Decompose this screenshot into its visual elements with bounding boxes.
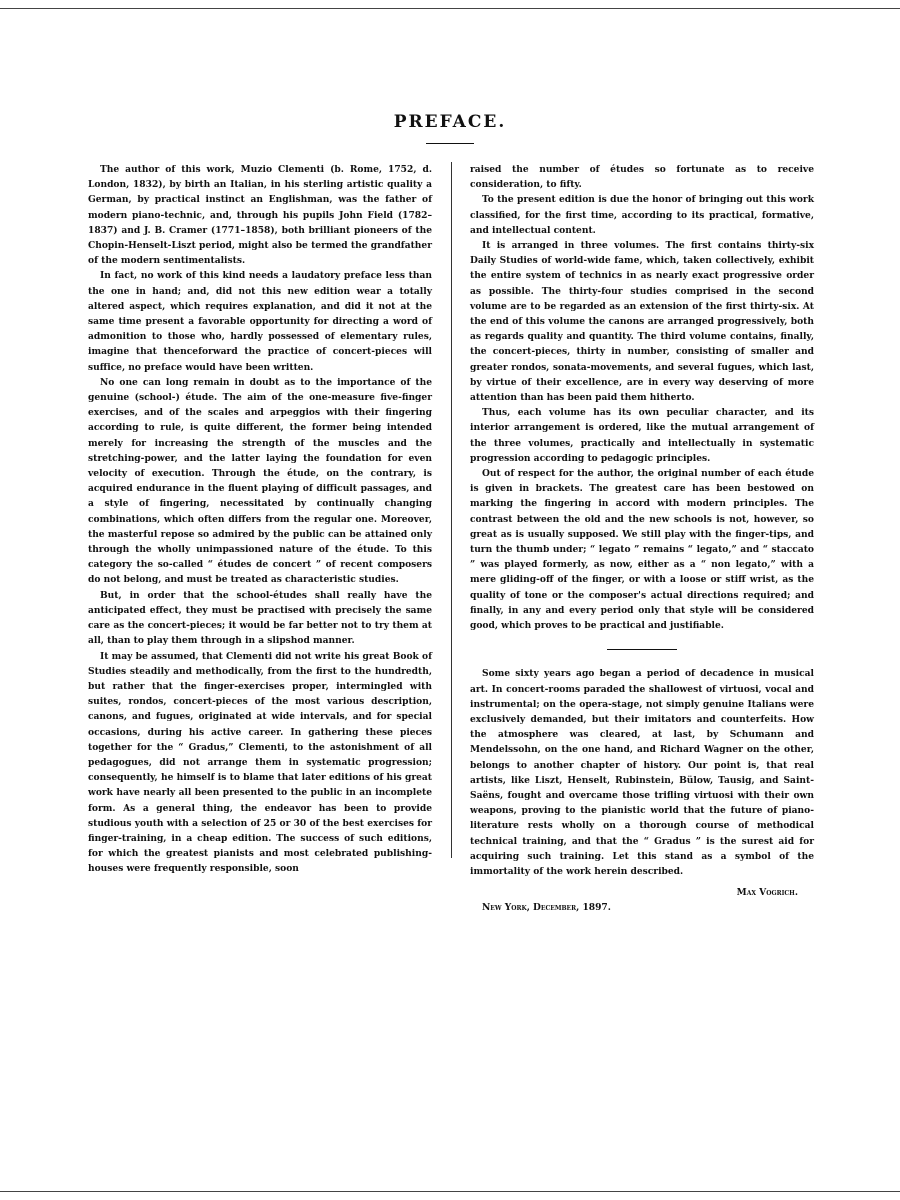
paragraph-present-edition: To the present edition is due the honor of bringing out this work classified, for the first time, according to its practical, formative, and intellectual content. [470, 194, 814, 236]
paragraph-practice-care: But, in order that the school-études shall really have the anticipated effect, they must be practised with precisely the same care as the concert-pieces; it would be far better not to try them at all, than to play them through in a slipshod manner. [88, 589, 432, 647]
title-underline [426, 143, 474, 144]
left-column [88, 162, 432, 877]
author-signature: Max Vogrich. [736, 887, 798, 899]
page-top-edge [0, 8, 900, 9]
paragraph-book-of-studies: It may be assumed, that Clementi did not write his great Book of Studies steadily and methodically, from the first to the hundredth, but rather that the finger-exercises proper, intermingled with suites, rondos, concert-pieces of the most various description, canons, and fugues, originated at wide intervals, and for special occasions, during his active career. In gathering these pieces together for the “ Gradus,” Clementi, to the astonishment of all pedagogues, did not arrange them in systematic progression; consequently, he himself is to blame that later editions of his great work have nearly all been presented to the public in an incomplete form. As a general thing, the endeavor has been to provide studious youth with a selection of 25 or 30 of the best exercises for finger-training, in a cheap edition. The success of such editions, for which the greatest pianists and most celebrated publishing-houses were frequently responsible, soon [88, 650, 432, 875]
paragraph-volume-character: Thus, each volume has its own peculiar character, and its interior arrangement is ordered, like the mutual arrangement of the three volumes, practically and intellectually in systematic progression according to pedagogic principles. [470, 407, 814, 464]
paragraph-laudatory-preface: In fact, no work of this kind needs a laudatory preface less than the one in hand; and, did not this new edition wear a totally altered aspect, which requires explanation, and did it not at the same time present a favorable opportunity for directing a word of admonition to those who, hardly possessed of elementary rules, imagine that thenceforward the practice of concert-pieces will suffice, no preface would have been written. [88, 270, 432, 373]
paragraph-continued: raised the number of études so fortunate as to receive consideration, to fifty. [470, 164, 814, 191]
paragraph-three-volumes: It is arranged in three volumes. The first contains thirty-six Daily Studies of world-wide fame, which, taken collectively, exhibit the entire system of technics in as nearly exact progressive order as possible. The thirty-four studies comprised in the second volume are to be regarded as an extension of the first thirty-six. At the end of this volume the canons are arranged progressively, both as regards quality and quantity. The third volume contains, finally, the concert-pieces, thirty in number, consisting of smaller and greater rondos, sonata-movements, and several fugues, which last, by virtue of their excellence, are in every way deserving of more attention than has been paid them hitherto. [470, 240, 814, 404]
section-rule [607, 649, 677, 650]
right-column [470, 162, 814, 916]
paragraph-intro: The author of this work, Muzio Clementi (b. Rome, 1752, d. London, 1832), by birth an Italian, in his sterling artistic quality a German, by practical instinct an Englishman, was the father of modern piano-technic, and, through his pupils John Field (1782–1837) and J. B. Cramer (1771–1858), both brilliant pioneers of the Chopin-Henselt-Liszt period, might also be termed the grandfather of the modern sentimentalists. [88, 164, 432, 267]
paragraph-fingering: Out of respect for the author, the original number of each étude is given in brackets. The greatest care has been bestowed on marking the fingering in accord with modern principles. The contrast between the old and the new schools is not, however, so great as is usually supposed. We still play with the finger-tips, and turn the thumb under; “ legato ” remains “ legato,” and “ staccato ” was played formerly, as now, either as a “ non legato,” with a mere gliding-off of the finger, or with a loose or stiff wrist, as the quality of tone or the composer's actual directions required; and finally, in any and every period only that style will be considered good, which proves to be practical and justifiable. [470, 468, 814, 632]
dateline: New York, December, 1897. [482, 902, 611, 914]
paragraph-decadence: Some sixty years ago began a period of decadence in musical art. In concert-rooms paraded the shallowest of virtuosi, vocal and instrumental; on the opera-stage, not simply genuine Italians were exclusively demanded, but their imitators and counterfeits. How the atmosphere was cleared, at last, by Schumann and Mendelssohn, on the one hand, and Richard Wagner on the other, belongs to another chapter of history. Our point is, that real artists, like Liszt, Henselt, Rubinstein, Bülow, Tausig, and Saint-Saëns, fought and overcame those trifling virtuosi with their own weapons, proving to the pianistic world that the future of piano-literature rests wholly on a thorough course of methodical technical training, and that the “ Gradus ” is the surest aid for acquiring such training. Let this stand as a symbol of the immortality of the work herein described. [470, 668, 814, 877]
paragraph-school-etude: No one can long remain in doubt as to the importance of the genuine (school-) étude. The aim of the one-measure five-finger exercises, and of the scales and arpeggios with their fingering according to rule, is quite different, the former being intended merely for increasing the strength of the muscles and the stretching-power, and the latter laying the foundation for even velocity of execution. Through the étude, on the contrary, is acquired endurance in the fluent playing of difficult passages, and a style of fingering, necessitated by continually changing combinations, which often differs from the regular one. Moreover, the masterful repose so admired by the public can be attained only through the wholly unimpassioned nature of the étude. To this category the so-called “ études de concert ” of recent composers do not belong, and must be treated as characteristic studies. [88, 376, 432, 586]
page-bottom-edge [0, 1191, 900, 1192]
page-title: PREFACE. [393, 112, 507, 132]
column-divider [451, 162, 452, 858]
